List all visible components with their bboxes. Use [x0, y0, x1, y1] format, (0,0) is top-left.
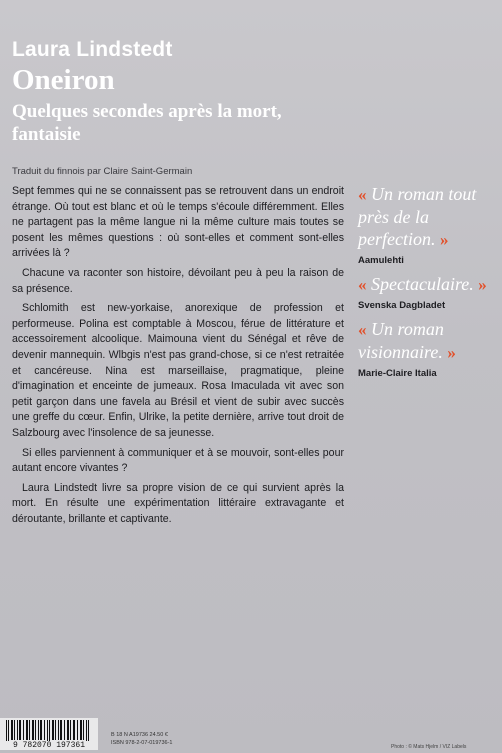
- barcode-number: 9 782070 197361: [0, 741, 98, 750]
- blurb-paragraph: Schlomith est new-yorkaise, anorexique de profession et performeuse. Polina est comptable à Moscou, férue de littérature et accessoirement alcoolique. Maimouna vient du Sénégal et rêve de devenir mannequin. Wlbgis n'est pas grand-chose, si ce n'est retraitée et cancéreuse. Nina est marseillaise, pragmatique, pleine d'imagination et enceinte de jumeaux. Rosa Imaculada vit avec son petit garçon dans une favela au Brésil et vient de subir avec succès une greffe du cœur. Enfin, Ulrike, la petite dernière, arrive tout droit de Salzbourg avec l'insolence de sa jeunesse.: [12, 302, 344, 439]
- quote-source: Marie-Claire Italia: [358, 368, 437, 379]
- isbn-block: [111, 731, 172, 747]
- press-quote: [358, 183, 500, 251]
- blurb-paragraph: Sept femmes qui ne se connaissent pas se retrouvent dans un endroit étrange. Où tout est blanc et où le temps s'écoule différemment. Elles ne partagent pas la même langue ni la même culture mais toutes se posent les mêmes questions : où sont-elles et comment sont-elles arrivées là ?: [12, 185, 344, 260]
- close-quote-mark: »: [478, 275, 487, 294]
- book-subtitle: Quelques secondes après la mort, fantaisie: [12, 101, 282, 145]
- press-quotes: [358, 183, 500, 386]
- blurb-paragraph: Chacune va raconter son histoire, dévoilant peu à peu la raison de sa présence.: [12, 266, 344, 295]
- blurb-paragraph: Laura Lindstedt livre sa propre vision de ce qui survient après la mort. En résulte une expérimentation littéraire extravagante et déroutante, brillante et captivante.: [12, 481, 344, 525]
- press-quote: [358, 273, 500, 296]
- quote-source: Svenska Dagbladet: [358, 300, 446, 311]
- quote-text: Un roman tout près de la perfection.: [358, 184, 477, 249]
- open-quote-mark: «: [358, 185, 367, 204]
- open-quote-mark: «: [358, 320, 367, 339]
- isbn-line: ISBN 978-2-07-019736-1: [111, 740, 173, 746]
- author-name: Laura Lindstedt: [12, 38, 173, 61]
- book-title: Oneiron: [12, 64, 115, 96]
- close-quote-mark: »: [447, 343, 456, 362]
- quote-source: Aamulehti: [358, 255, 404, 266]
- blurb: [12, 184, 344, 531]
- barcode-icon: [0, 718, 98, 742]
- blurb-paragraph: Si elles parviennent à communiquer et à se mouvoir, sont-elles pour autant encore vivantes ?: [12, 446, 344, 475]
- close-quote-mark: »: [439, 230, 449, 249]
- press-quote: [358, 318, 500, 364]
- quote-text: Spectaculaire.: [371, 274, 474, 294]
- quote-text: Un roman visionnaire.: [358, 319, 444, 362]
- price-line: B 18 N A19736 24.50 €: [111, 732, 168, 738]
- translator-credit: Traduit du finnois par Claire Saint-Germain: [12, 166, 193, 177]
- open-quote-mark: «: [358, 275, 367, 294]
- photo-credit: Photo : © Mats Hjelm / VIZ Labels: [391, 744, 467, 750]
